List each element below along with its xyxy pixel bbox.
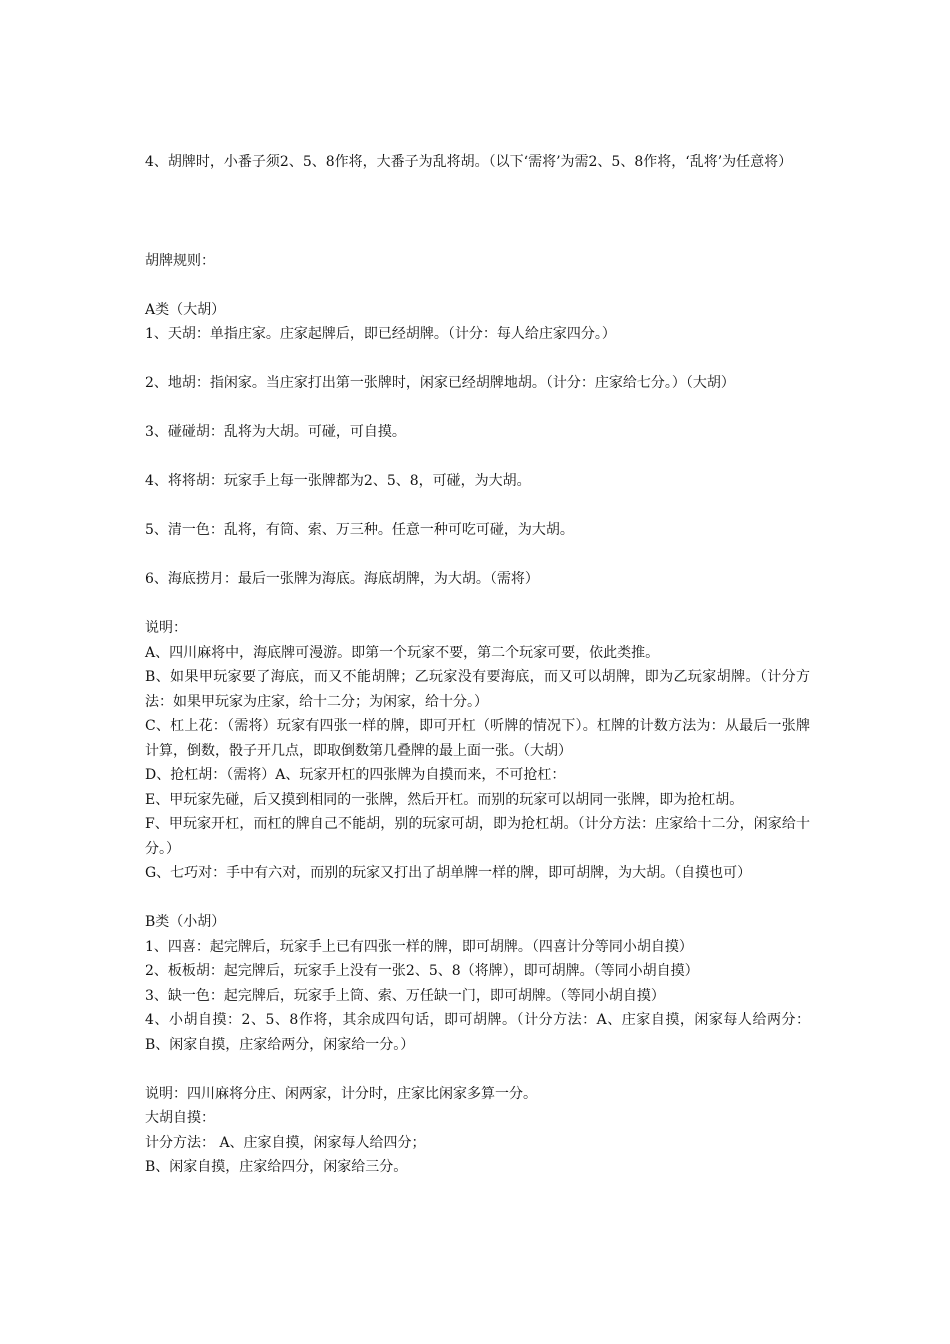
notes-a-item: E、甲玩家先碰，后又摸到相同的一张牌，然后开杠。而别的玩家可以胡同一张牌，即为抢杠胡。 [145,791,744,808]
class-b-item: 4、小胡自摸：2、5、8作将，其余成四句话，即可胡牌。（计分方法：A、庄家自摸，闲家每人给两分：B、闲家自摸，庄家给两分，闲家给一分。） [145,1012,810,1053]
final-note: 说明：四川麻将分庄、闲两家，计分时，庄家比闲家多算一分。 [145,1085,537,1102]
class-a-item: 2、地胡：指闲家。当庄家打出第一张牌时，闲家已经胡牌地胡。（计分：庄家给七分。）（大胡） [145,375,735,391]
spacer [145,175,810,249]
class-b-heading: B类（小胡） [145,914,226,930]
notes-a-item: F、甲玩家开杠，而杠的牌自己不能胡，别的玩家可胡，即为抢杠胡。（计分方法：庄家给十二分，闲家给十分。） [145,816,810,857]
spacer [145,592,810,617]
document-body [145,150,810,1180]
intro-paragraph: 4、胡牌时，小番子须2、5、8作将，大番子为乱将胡。（以下‘需将’为需2、5、8作将，‘乱将’为任意将） [145,154,793,170]
notes-a-heading: 说明： [145,620,187,636]
notes-a-item: G、七巧对：手中有六对，而别的玩家又打出了胡单牌一样的牌，即可胡牌，为大胡。（自摸也可） [145,865,752,881]
class-b-item: 1、四喜：起完牌后，玩家手上已有四张一样的牌，即可胡牌。（四喜计分等同小胡自摸） [145,938,693,955]
class-a-item: 4、将将胡：玩家手上每一张牌都为2、5、8，可碰，为大胡。 [145,473,531,489]
class-b-item: 2、板板胡：起完牌后，玩家手上没有一张2、5、8（将牌），即可胡牌。（等同小胡自摸） [145,963,699,979]
class-a-item: 5、清一色：乱将，有筒、索、万三种。任意一种可吃可碰，为大胡。 [145,522,574,538]
class-a-item: 6、海底捞月：最后一张牌为海底。海底胡牌，为大胡。（需将） [145,571,539,587]
class-a-item: 1、天胡：单指庄家。庄家起牌后，即已经胡牌。（计分：每人给庄家四分。） [145,326,616,342]
notes-a-item: A、四川麻将中，海底牌可漫游。即第一个玩家不要，第二个玩家可要，依此类推。 [145,644,660,661]
spacer [145,543,810,568]
spacer [145,396,810,421]
spacer [145,886,810,911]
notes-a-item: D、抢杠胡：（需将）A、玩家开杠的四张牌为自摸而来，不可抢杠： [145,767,566,783]
spacer [145,445,810,470]
final-note: B、闲家自摸，庄家给四分，闲家给三分。 [145,1159,408,1175]
class-a-heading: A类（大胡） [145,301,226,318]
spacer [145,1057,810,1082]
class-b-item: 3、缺一色：起完牌后，玩家手上筒、索、万任缺一门，即可胡牌。（等同小胡自摸） [145,987,665,1004]
final-note: 大胡自摸： [145,1110,215,1126]
rules-heading: 胡牌规则： [145,252,215,269]
notes-a-item: C、杠上花：（需将）玩家有四张一样的牌，即可开杠（听牌的情况下）。杠牌的计数方法为：从最后一张牌计算，倒数，骰子开几点，即取倒数第几叠牌的最上面一张。（大胡） [145,718,810,759]
spacer [145,273,810,298]
spacer [145,494,810,519]
notes-a-item: B、如果甲玩家要了海底，而又不能胡牌；乙玩家没有要海底，而又可以胡牌，即为乙玩家胡牌。（计分方法：如果甲玩家为庄家，给十二分；为闲家，给十分。） [145,669,810,710]
class-a-item: 3、碰碰胡：乱将为大胡。可碰，可自摸。 [145,424,406,440]
final-note: 计分方法： A、庄家自摸，闲家每人给四分； [145,1134,426,1151]
spacer [145,347,810,372]
